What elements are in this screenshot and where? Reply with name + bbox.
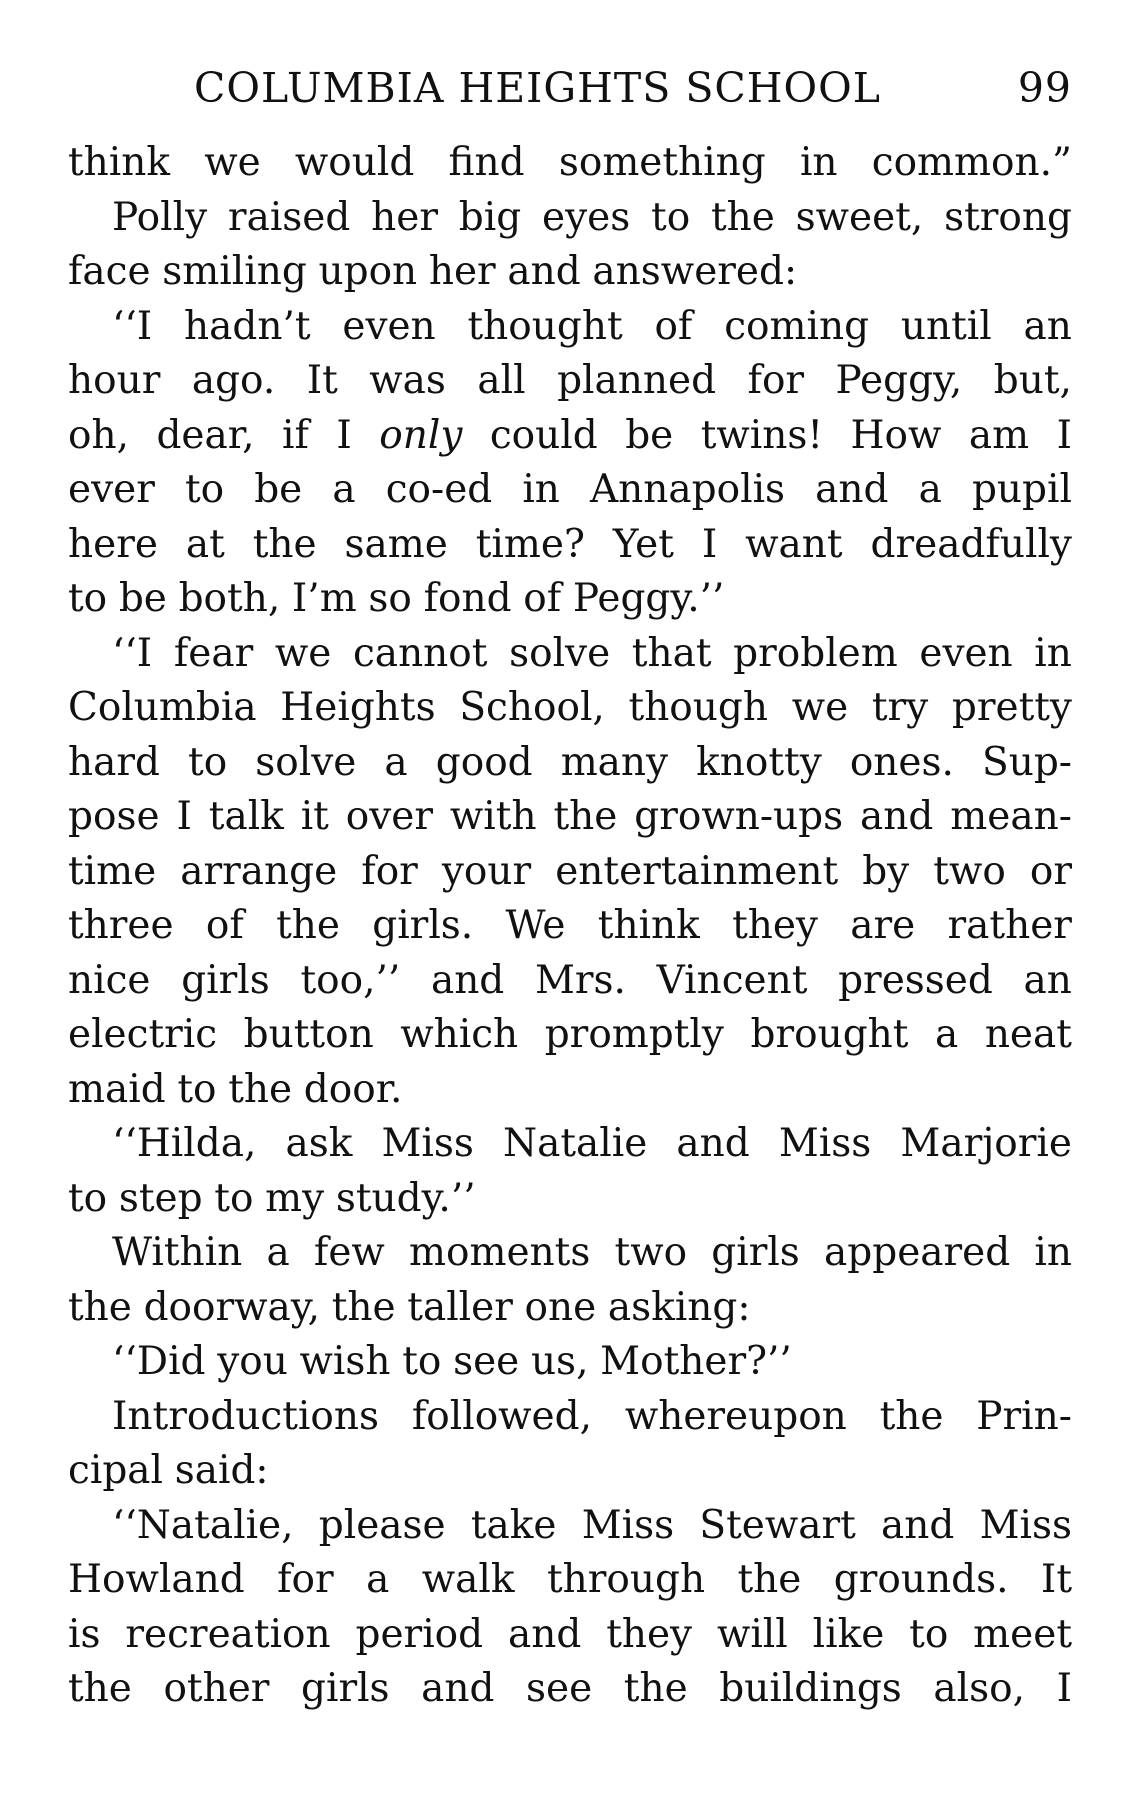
word: even bbox=[919, 630, 1013, 676]
word: in bbox=[1034, 630, 1072, 676]
word: want bbox=[745, 521, 843, 567]
text-line bbox=[68, 1335, 1072, 1390]
word: sweet, bbox=[795, 194, 924, 240]
word: ‘‘I bbox=[112, 303, 153, 349]
word: two bbox=[933, 848, 1006, 894]
word: I bbox=[336, 412, 352, 458]
word: ‘‘Natalie, bbox=[112, 1502, 294, 1548]
word: oh, bbox=[68, 412, 129, 458]
word: something bbox=[558, 140, 766, 185]
word: the bbox=[737, 1557, 802, 1602]
word: It bbox=[1040, 1557, 1072, 1602]
word: step bbox=[118, 1175, 203, 1221]
word: face bbox=[68, 249, 151, 294]
word: was bbox=[369, 358, 446, 403]
word: time bbox=[68, 848, 157, 894]
word: Within bbox=[112, 1230, 243, 1275]
text-line bbox=[68, 1499, 1072, 1554]
word: twins! bbox=[700, 412, 824, 458]
word: to bbox=[402, 1339, 442, 1384]
word: problem bbox=[733, 630, 898, 676]
word: Annapolis bbox=[590, 467, 786, 512]
word: School, bbox=[459, 685, 605, 730]
word: and bbox=[815, 467, 889, 512]
word: the bbox=[331, 1284, 396, 1330]
word: for bbox=[747, 358, 805, 403]
word: We bbox=[505, 903, 566, 948]
word: us, bbox=[530, 1339, 589, 1384]
word: a bbox=[266, 1230, 290, 1275]
word: the bbox=[228, 1066, 293, 1112]
word: and bbox=[421, 1666, 495, 1711]
word: my bbox=[265, 1175, 325, 1221]
word: Stewart bbox=[699, 1502, 856, 1548]
word: the bbox=[623, 1666, 688, 1711]
word: entertainment bbox=[555, 848, 839, 894]
word: like bbox=[812, 1611, 885, 1657]
word: button bbox=[243, 1012, 374, 1057]
word: are bbox=[850, 903, 916, 948]
word: Heights bbox=[280, 685, 436, 730]
word: take bbox=[470, 1502, 557, 1548]
text-line bbox=[68, 136, 1072, 191]
word: to bbox=[188, 739, 228, 785]
running-title: COLUMBIA HEIGHTS SCHOOL bbox=[194, 64, 881, 112]
word: and bbox=[507, 249, 581, 294]
word: it bbox=[300, 794, 329, 839]
word: see bbox=[453, 1339, 520, 1384]
word: the bbox=[710, 194, 775, 240]
word: talk bbox=[208, 794, 284, 839]
body-text bbox=[68, 136, 1072, 1717]
text-line bbox=[68, 1226, 1072, 1281]
word: answered: bbox=[592, 249, 798, 294]
word: the bbox=[252, 521, 317, 567]
word: ever bbox=[68, 467, 155, 512]
word: Columbia bbox=[68, 685, 257, 730]
word: we bbox=[791, 685, 849, 730]
word: an bbox=[1023, 303, 1072, 349]
word: Polly bbox=[112, 194, 208, 240]
word: planned bbox=[557, 358, 717, 403]
word: they bbox=[732, 903, 818, 948]
word: Howland bbox=[68, 1557, 245, 1602]
word: whereupon bbox=[624, 1393, 847, 1439]
word: nice bbox=[68, 957, 151, 1003]
word: see bbox=[526, 1666, 593, 1711]
word: through bbox=[546, 1557, 706, 1602]
word: time? bbox=[475, 521, 585, 567]
text-line bbox=[68, 845, 1072, 900]
word: a bbox=[918, 467, 942, 512]
word: ‘‘Did bbox=[112, 1339, 206, 1384]
word: that bbox=[631, 630, 712, 676]
word: of bbox=[654, 303, 693, 349]
word: big bbox=[458, 194, 522, 240]
word: is bbox=[68, 1611, 101, 1657]
text-line bbox=[68, 191, 1072, 246]
text-line bbox=[68, 954, 1072, 1009]
word: maid bbox=[68, 1066, 166, 1112]
word: the bbox=[276, 903, 340, 948]
word: It bbox=[306, 358, 338, 403]
word: we bbox=[274, 630, 332, 676]
word: be bbox=[254, 467, 303, 512]
word: moments bbox=[409, 1230, 591, 1275]
text-line bbox=[68, 1608, 1072, 1663]
word: girls bbox=[301, 1666, 390, 1711]
word: Miss bbox=[381, 1121, 474, 1166]
word: study.’’ bbox=[335, 1175, 476, 1221]
word: meet bbox=[973, 1611, 1072, 1657]
word: dear, bbox=[156, 412, 255, 458]
word: pose bbox=[68, 794, 160, 839]
word: to bbox=[214, 1175, 254, 1221]
word: recreation bbox=[125, 1611, 331, 1657]
word: raised bbox=[227, 194, 351, 240]
word: I bbox=[1056, 412, 1072, 458]
word: good bbox=[435, 739, 533, 785]
word: in bbox=[1034, 1230, 1072, 1275]
word: Peggy, bbox=[835, 358, 963, 403]
word: also, bbox=[933, 1666, 1025, 1711]
word: and bbox=[881, 1502, 955, 1548]
text-line bbox=[68, 1390, 1072, 1445]
word: fond bbox=[423, 576, 512, 621]
word: of bbox=[523, 576, 562, 621]
word: to bbox=[184, 467, 225, 512]
word: so bbox=[368, 576, 412, 621]
word: neat bbox=[984, 1012, 1072, 1057]
word: promptly bbox=[544, 1012, 724, 1057]
word: co-ed bbox=[385, 467, 493, 512]
word: we bbox=[204, 140, 261, 185]
word: think bbox=[68, 140, 171, 185]
word: her bbox=[428, 249, 496, 294]
word: grounds. bbox=[833, 1557, 1009, 1602]
text-line bbox=[68, 1008, 1072, 1063]
word: How bbox=[850, 412, 942, 458]
word: you bbox=[217, 1339, 288, 1384]
word: same bbox=[344, 521, 448, 567]
page-number: 99 bbox=[1017, 64, 1072, 112]
word: girls. bbox=[372, 903, 474, 948]
word: ask bbox=[285, 1121, 353, 1166]
word: in bbox=[799, 140, 838, 185]
word: appeared bbox=[824, 1230, 1011, 1275]
word: hour bbox=[68, 358, 161, 403]
word: knotty bbox=[696, 739, 822, 785]
word: only bbox=[379, 412, 463, 458]
word: Miss bbox=[979, 1502, 1072, 1548]
word: to bbox=[177, 1066, 217, 1112]
word: solve bbox=[509, 630, 611, 676]
word: a bbox=[332, 467, 356, 512]
word: a bbox=[366, 1557, 390, 1602]
word: ‘‘Hilda, bbox=[112, 1121, 257, 1166]
text-line bbox=[68, 1662, 1072, 1717]
text-line bbox=[68, 300, 1072, 355]
word: wish bbox=[299, 1339, 391, 1384]
word: with bbox=[449, 794, 537, 839]
word: taller bbox=[407, 1284, 513, 1330]
word: to bbox=[651, 194, 691, 240]
word: to bbox=[68, 1175, 108, 1221]
word: hadn’t bbox=[184, 303, 311, 349]
word: rather bbox=[947, 903, 1072, 948]
word: arrange bbox=[180, 848, 338, 894]
word: buildings bbox=[719, 1666, 902, 1711]
word: and bbox=[507, 1611, 582, 1657]
word: a bbox=[384, 739, 408, 785]
word: said: bbox=[174, 1448, 269, 1493]
word: until bbox=[900, 303, 992, 349]
word: Yet bbox=[612, 521, 674, 567]
word: ago. bbox=[191, 358, 276, 403]
word: for bbox=[361, 848, 418, 894]
word: three bbox=[68, 903, 174, 948]
text-line bbox=[68, 463, 1072, 518]
word: though bbox=[628, 685, 768, 730]
word: I bbox=[176, 794, 192, 839]
word: smiling bbox=[162, 249, 307, 294]
text-line bbox=[68, 245, 1072, 300]
text-line bbox=[68, 1063, 1072, 1118]
word: few bbox=[313, 1230, 385, 1275]
text-line bbox=[68, 681, 1072, 736]
word: doorway, bbox=[143, 1284, 321, 1330]
word: coming bbox=[724, 303, 870, 349]
text-line bbox=[68, 409, 1072, 464]
word: one bbox=[524, 1284, 597, 1330]
word: too,’’ bbox=[300, 957, 401, 1003]
word: other bbox=[163, 1666, 270, 1711]
word: Introductions bbox=[112, 1393, 380, 1439]
word: period bbox=[355, 1611, 484, 1657]
text-line bbox=[68, 518, 1072, 573]
word: girls bbox=[711, 1230, 800, 1275]
word: her bbox=[371, 194, 438, 240]
word: and bbox=[860, 794, 934, 839]
word: mean- bbox=[950, 794, 1072, 839]
word: strong bbox=[944, 194, 1072, 240]
word: for bbox=[277, 1557, 334, 1602]
word: all bbox=[477, 358, 526, 403]
word: Mrs. bbox=[534, 957, 626, 1003]
word: I’m bbox=[291, 576, 357, 621]
word: think bbox=[597, 903, 700, 948]
word: pupil bbox=[971, 467, 1072, 512]
word: ‘‘I bbox=[112, 630, 153, 676]
word: thought bbox=[467, 303, 623, 349]
word: be bbox=[118, 576, 167, 621]
word: Peggy.’’ bbox=[572, 576, 725, 621]
text-line bbox=[68, 1281, 1072, 1336]
word: fear bbox=[173, 630, 254, 676]
word: in bbox=[522, 467, 560, 512]
text-line bbox=[68, 790, 1072, 845]
word: but, bbox=[993, 358, 1072, 403]
word: Mother?’’ bbox=[600, 1339, 792, 1384]
word: which bbox=[400, 1012, 519, 1057]
word: please bbox=[318, 1502, 446, 1548]
word: by bbox=[862, 848, 910, 894]
word: Prin- bbox=[976, 1393, 1072, 1439]
text-line bbox=[68, 572, 1072, 627]
word: many bbox=[560, 739, 669, 785]
word: pressed bbox=[838, 957, 993, 1003]
word: the bbox=[553, 794, 618, 839]
word: electric bbox=[68, 1012, 218, 1057]
word: an bbox=[1023, 957, 1072, 1003]
word: they bbox=[606, 1611, 693, 1657]
word: Miss bbox=[778, 1121, 872, 1166]
word: common.” bbox=[871, 140, 1072, 185]
word: both, bbox=[178, 576, 281, 621]
word: Vincent bbox=[656, 957, 808, 1003]
word: hard bbox=[68, 739, 160, 785]
word: or bbox=[1029, 848, 1072, 894]
word: here bbox=[68, 521, 158, 567]
word: Marjorie bbox=[900, 1121, 1072, 1166]
word: cannot bbox=[352, 630, 488, 676]
word: find bbox=[448, 140, 525, 185]
word: would bbox=[294, 140, 415, 185]
word: will bbox=[716, 1611, 788, 1657]
word: eyes bbox=[542, 194, 631, 240]
word: followed, bbox=[411, 1393, 592, 1439]
word: and bbox=[676, 1121, 750, 1166]
word: brought bbox=[750, 1012, 909, 1057]
word: to bbox=[68, 576, 108, 621]
word: if bbox=[282, 412, 309, 458]
word: dreadfully bbox=[870, 521, 1072, 567]
word: pretty bbox=[951, 685, 1072, 730]
text-line bbox=[68, 736, 1072, 791]
word: a bbox=[935, 1012, 959, 1057]
word: solve bbox=[255, 739, 357, 785]
word: upon bbox=[318, 249, 418, 294]
word: two bbox=[614, 1230, 688, 1275]
text-line bbox=[68, 1172, 1072, 1227]
word: of bbox=[205, 903, 244, 948]
text-line bbox=[68, 1553, 1072, 1608]
word: I bbox=[701, 521, 718, 567]
word: to bbox=[909, 1611, 949, 1657]
word: asking: bbox=[607, 1284, 751, 1330]
word: the bbox=[68, 1666, 132, 1711]
word: walk bbox=[421, 1557, 515, 1602]
word: girls bbox=[181, 957, 270, 1003]
word: am bbox=[968, 412, 1030, 458]
word: even bbox=[342, 303, 436, 349]
text-line bbox=[68, 1117, 1072, 1172]
text-line bbox=[68, 899, 1072, 954]
text-line bbox=[68, 1444, 1072, 1499]
word: cipal bbox=[68, 1448, 164, 1493]
word: be bbox=[625, 412, 674, 458]
word: try bbox=[871, 685, 929, 730]
word: grown-ups bbox=[634, 794, 844, 839]
word: Miss bbox=[581, 1502, 675, 1548]
word: at bbox=[185, 521, 225, 567]
word: your bbox=[441, 848, 532, 894]
word: door. bbox=[303, 1066, 403, 1112]
word: Natalie bbox=[503, 1121, 648, 1166]
book-page bbox=[68, 56, 1072, 1717]
word: could bbox=[489, 412, 598, 458]
running-head bbox=[68, 56, 1072, 136]
word: and bbox=[430, 957, 505, 1003]
text-line bbox=[68, 354, 1072, 409]
word: Sup- bbox=[981, 739, 1072, 785]
word: ones. bbox=[849, 739, 954, 785]
word: over bbox=[345, 794, 434, 839]
word: the bbox=[68, 1284, 132, 1330]
text-line bbox=[68, 627, 1072, 682]
word: the bbox=[879, 1393, 944, 1439]
word: I bbox=[1056, 1666, 1072, 1711]
